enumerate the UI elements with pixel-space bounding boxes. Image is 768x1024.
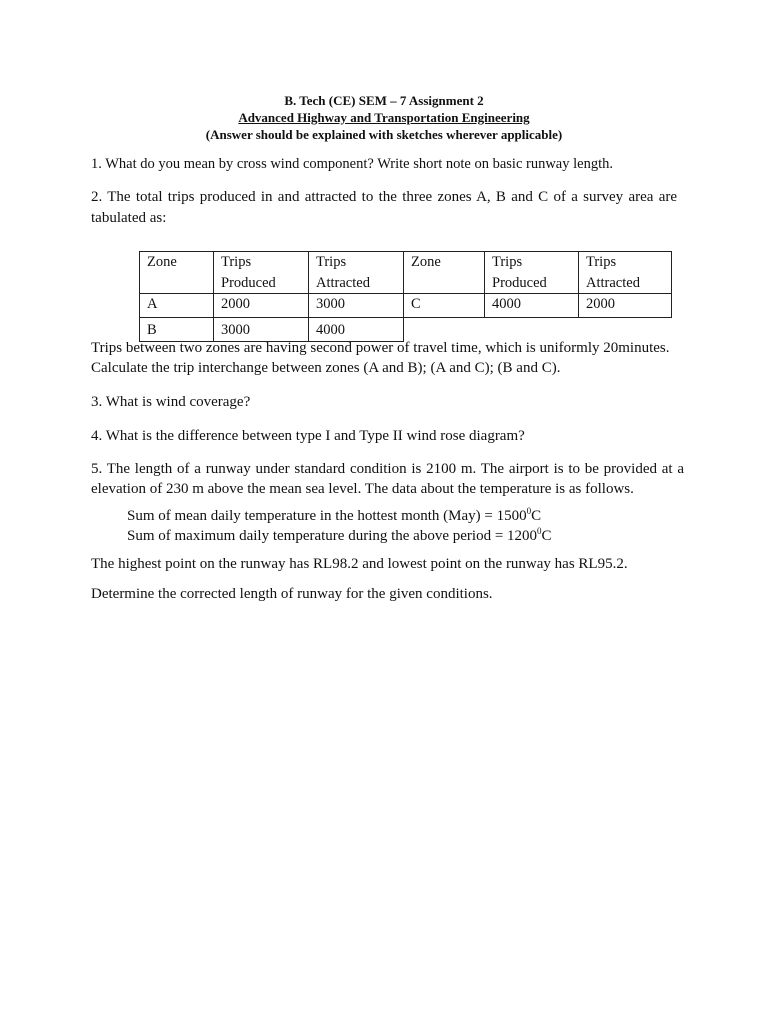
unit-label: C <box>531 508 542 524</box>
attracted-cell: 4000 <box>309 318 404 342</box>
question-5-line-1: 5. The length of a runway under standard condition is 2100 m. The airport is to be provided at a <box>91 461 684 477</box>
trips-table <box>139 251 672 342</box>
question-1: 1. What do you mean by cross wind component? Write short note on basic runway length. <box>91 156 613 172</box>
runway-rl-line: The highest point on the runway has RL98.2 and lowest point on the runway has RL95.2. <box>91 556 628 572</box>
header-zone-label: Zone <box>147 254 177 270</box>
attracted-cell: 2000 <box>579 294 672 318</box>
produced-cell: 4000 <box>485 294 579 318</box>
empty-cell <box>404 318 485 342</box>
header-trips-produced-cell-2 <box>485 252 579 294</box>
header-trips-label: Trips <box>586 254 617 270</box>
temperature-line-2 <box>127 528 552 545</box>
unit-label: C <box>541 528 552 544</box>
table-row <box>140 318 672 342</box>
header-trips-label: Trips <box>316 254 347 270</box>
table-row <box>140 294 672 318</box>
empty-cell <box>579 318 672 342</box>
question-4: 4. What is the difference between type I and Type II wind rose diagram? <box>91 428 525 444</box>
question-3: 3. What is wind coverage? <box>91 394 251 410</box>
header-course-line: B. Tech (CE) SEM – 7 Assignment 2 <box>284 93 484 108</box>
question-2-after-line-1: Trips between two zones are having second power of travel time, which is uniformly 20minutes. <box>91 340 670 356</box>
question-2-line-1: 2. The total trips produced in and attracted to the three zones A, B and C of a survey area are <box>91 189 677 205</box>
header-zone-label: Zone <box>411 254 441 270</box>
temperature-1-text: Sum of mean daily temperature in the hottest month (May) = 1500 <box>127 508 527 524</box>
header-attracted-label: Attracted <box>316 274 370 291</box>
temperature-2-text: Sum of maximum daily temperature during the above period = 1200 <box>127 528 538 544</box>
header-attracted-label: Attracted <box>586 274 640 291</box>
temperature-line-1 <box>127 508 541 525</box>
header-trips-label: Trips <box>492 254 523 270</box>
zone-cell: C <box>404 294 485 318</box>
empty-cell <box>485 318 579 342</box>
header-trips-label: Trips <box>221 254 252 270</box>
header-trips-attracted-cell-2 <box>579 252 672 294</box>
header-produced-label: Produced <box>221 274 276 291</box>
zone-cell: B <box>140 318 214 342</box>
header-trips-produced-cell <box>214 252 309 294</box>
attracted-cell: 3000 <box>309 294 404 318</box>
header-trips-attracted-cell <box>309 252 404 294</box>
degree-superscript: 0 <box>537 526 542 536</box>
header-zone-cell-2 <box>404 252 485 294</box>
header-instruction-line: (Answer should be explained with sketches wherever applicable) <box>205 127 563 142</box>
produced-cell: 2000 <box>214 294 309 318</box>
header-subject-text: Advanced Highway and Transportation Engineering <box>238 110 530 125</box>
determine-line: Determine the corrected length of runway for the given conditions. <box>91 586 493 602</box>
header-produced-label: Produced <box>492 274 547 291</box>
zone-cell: A <box>140 294 214 318</box>
question-2-after-line-2: Calculate the trip interchange between zones (A and B); (A and C); (B and C). <box>91 360 561 376</box>
header-subject-line <box>0 110 768 126</box>
degree-superscript: 0 <box>526 506 532 516</box>
produced-cell: 3000 <box>214 318 309 342</box>
table-header-row <box>140 252 672 294</box>
question-5-line-2: elevation of 230 m above the mean sea level. The data about the temperature is as follows. <box>91 481 634 497</box>
header-zone-cell <box>140 252 214 294</box>
question-2-line-2: tabulated as: <box>91 210 167 226</box>
